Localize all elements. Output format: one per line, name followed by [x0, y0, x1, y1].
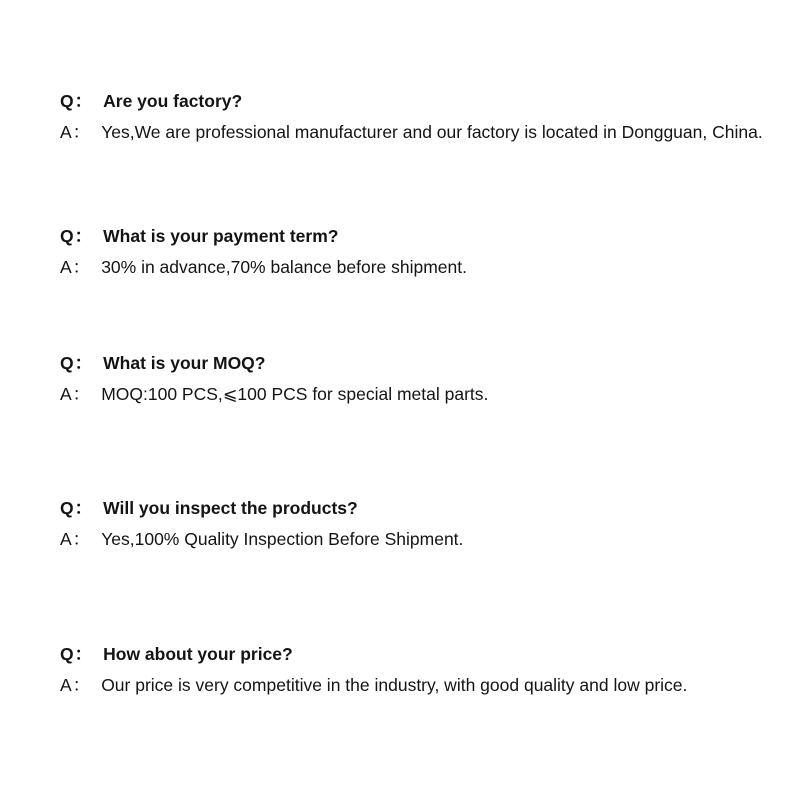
- question-text: How about your price?: [103, 644, 293, 664]
- answer-line: [60, 252, 790, 283]
- faq-item: [60, 348, 790, 410]
- answer-text: Yes,We are professional manufacturer and our factory is located in Dongguan, China.: [101, 122, 763, 142]
- question-prefix: Q：: [60, 91, 94, 111]
- question-line: [60, 639, 790, 670]
- question-line: [60, 493, 790, 524]
- answer-text: MOQ:100 PCS,⩽100 PCS for special metal parts.: [101, 384, 489, 404]
- question-line: [60, 221, 790, 252]
- question-text: What is your MOQ?: [103, 353, 266, 373]
- faq-item: [60, 86, 790, 148]
- faq-item: [60, 639, 790, 701]
- question-prefix: Q：: [60, 226, 94, 246]
- answer-text: 30% in advance,70% balance before shipment.: [101, 257, 467, 277]
- question-prefix: Q：: [60, 498, 94, 518]
- answer-prefix: A：: [60, 384, 92, 404]
- answer-prefix: A：: [60, 529, 92, 549]
- question-line: [60, 348, 790, 379]
- question-text: What is your payment term?: [103, 226, 339, 246]
- answer-text: Yes,100% Quality Inspection Before Shipment.: [101, 529, 464, 549]
- question-prefix: Q：: [60, 353, 94, 373]
- answer-line: [60, 117, 790, 148]
- faq-item: [60, 493, 790, 555]
- question-text: Are you factory?: [103, 91, 243, 111]
- answer-line: [60, 379, 790, 410]
- answer-prefix: A：: [60, 675, 92, 695]
- answer-text: Our price is very competitive in the industry, with good quality and low price.: [101, 675, 688, 695]
- answer-line: [60, 670, 790, 701]
- answer-prefix: A：: [60, 122, 92, 142]
- faq-item: [60, 221, 790, 283]
- answer-prefix: A：: [60, 257, 92, 277]
- answer-line: [60, 524, 790, 555]
- question-text: Will you inspect the products?: [103, 498, 358, 518]
- question-prefix: Q：: [60, 644, 94, 664]
- question-line: [60, 86, 790, 117]
